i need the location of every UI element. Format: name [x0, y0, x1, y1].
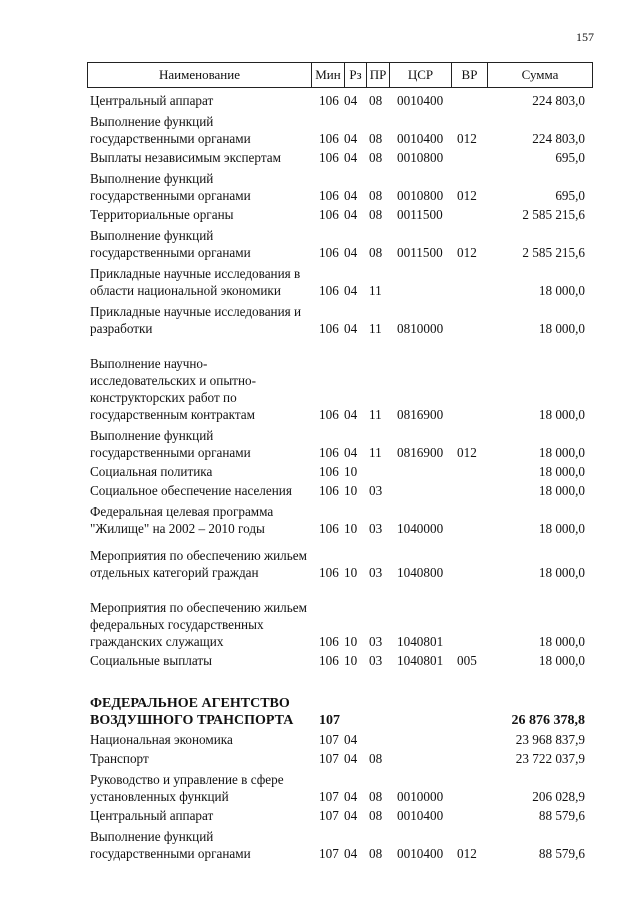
cell-min: 106	[319, 150, 339, 165]
cell-min: 106	[319, 445, 339, 460]
table-row	[0, 482, 640, 499]
cell-min: 106	[319, 521, 339, 536]
table-row	[0, 92, 640, 109]
cell-csr: 0816900	[397, 407, 444, 422]
cell-rz: 04	[344, 245, 358, 260]
cell-csr: 0011500	[397, 207, 443, 222]
cell-vr: 012	[457, 131, 477, 146]
header-sum: Сумма	[488, 63, 593, 88]
cell-vr: 005	[457, 653, 477, 668]
cell-rz: 04	[344, 188, 358, 203]
cell-rz: 04	[344, 789, 358, 804]
cell-vr: 012	[457, 846, 477, 861]
cell-sum: 224 803,0	[532, 131, 585, 146]
cell-name: Территориальные органы	[90, 207, 234, 222]
cell-name: ФЕДЕРАЛЬНОЕ АГЕНТСТВО ВОЗДУШНОГО ТРАНСПОРТА	[90, 696, 294, 728]
cell-name: Выполнение функций государственными органами	[90, 171, 251, 203]
cell-csr: 0010000	[397, 789, 444, 804]
cell-pr: 11	[369, 445, 382, 460]
cell-pr: 08	[369, 131, 383, 146]
cell-name: Федеральная целевая программа "Жилище" на 2002 – 2010 годы	[90, 504, 274, 536]
cell-min: 106	[319, 464, 339, 479]
cell-min: 107	[319, 808, 339, 823]
cell-rz: 04	[344, 207, 358, 222]
cell-rz: 10	[344, 634, 358, 649]
cell-csr: 0010400	[397, 131, 444, 146]
table-row	[0, 149, 640, 166]
cell-csr: 0010800	[397, 150, 444, 165]
cell-name: Выплаты независимым экспертам	[90, 150, 281, 165]
cell-name: Выполнение научно-исследовательских и опытно-конструкторских работ по государственным контрактам	[90, 356, 256, 422]
cell-sum: 18 000,0	[538, 521, 585, 536]
cell-sum: 18 000,0	[538, 483, 585, 498]
cell-min: 106	[319, 483, 339, 498]
header-name: Наименование	[88, 63, 312, 88]
header-vr: ВР	[452, 63, 488, 88]
table-row	[0, 599, 640, 650]
header-csr: ЦСР	[390, 63, 452, 88]
cell-name: Центральный аппарат	[90, 808, 214, 823]
table-row	[0, 652, 640, 669]
cell-name: Прикладные научные исследования и разработки	[90, 304, 302, 336]
cell-pr: 08	[369, 207, 383, 222]
table-row	[0, 750, 640, 767]
cell-pr: 11	[369, 407, 382, 422]
cell-rz: 04	[344, 93, 358, 108]
cell-min: 107	[319, 713, 340, 728]
cell-name: Выполнение функций государственными органами	[90, 114, 251, 146]
cell-sum: 88 579,6	[538, 846, 585, 861]
cell-name: Руководство и управление в сфере установленных функций	[90, 772, 284, 804]
cell-pr: 08	[369, 789, 383, 804]
cell-pr: 08	[369, 751, 383, 766]
cell-csr: 0010400	[397, 93, 444, 108]
cell-name: Выполнение функций государственными органами	[90, 228, 251, 260]
cell-min: 106	[319, 245, 339, 260]
cell-sum: 695,0	[555, 188, 585, 203]
cell-min: 107	[319, 846, 339, 861]
table-row	[0, 227, 640, 261]
cell-vr: 012	[457, 188, 477, 203]
cell-name: Транспорт	[90, 751, 149, 766]
cell-csr: 1040800	[397, 565, 444, 580]
table-row	[0, 463, 640, 480]
cell-rz: 04	[344, 150, 358, 165]
cell-sum: 18 000,0	[538, 321, 585, 336]
cell-rz: 04	[344, 751, 358, 766]
cell-csr: 0010400	[397, 846, 444, 861]
table-row	[0, 170, 640, 204]
cell-pr: 03	[369, 653, 383, 668]
cell-sum: 18 000,0	[538, 634, 585, 649]
table-row	[0, 828, 640, 862]
header-pr: ПР	[367, 63, 390, 88]
cell-name: Центральный аппарат	[90, 93, 214, 108]
cell-name: Социальная политика	[90, 464, 213, 479]
cell-name: Социальные выплаты	[90, 653, 212, 668]
cell-sum: 26 876 378,8	[511, 713, 585, 728]
cell-pr: 08	[369, 245, 383, 260]
cell-sum: 206 028,9	[532, 789, 585, 804]
table-row	[0, 265, 640, 299]
cell-name: Мероприятия по обеспечению жильем федеральных государственных гражданских служащих	[90, 600, 307, 649]
cell-rz: 04	[344, 131, 358, 146]
table-row	[0, 731, 640, 748]
table-row	[0, 206, 640, 223]
cell-min: 106	[319, 93, 339, 108]
cell-pr: 03	[369, 634, 383, 649]
cell-name: Прикладные научные исследования в области национальной экономики	[90, 266, 301, 298]
cell-rz: 04	[344, 283, 358, 298]
table-row	[0, 503, 640, 537]
cell-sum: 2 585 215,6	[522, 207, 585, 222]
cell-rz: 10	[344, 521, 358, 536]
cell-name: Выполнение функций государственными органами	[90, 829, 251, 861]
cell-rz: 04	[344, 445, 358, 460]
cell-min: 106	[319, 653, 339, 668]
cell-vr: 012	[457, 245, 477, 260]
cell-sum: 695,0	[555, 150, 585, 165]
table-header	[87, 62, 593, 88]
cell-csr: 1040801	[397, 653, 444, 668]
table-row	[0, 427, 640, 461]
table-row	[0, 113, 640, 147]
table-row	[0, 771, 640, 805]
cell-sum: 23 968 837,9	[515, 732, 585, 747]
cell-csr: 0010800	[397, 188, 444, 203]
cell-pr: 08	[369, 93, 383, 108]
cell-csr: 0010400	[397, 808, 444, 823]
cell-min: 106	[319, 565, 339, 580]
cell-rz: 10	[344, 653, 358, 668]
cell-min: 106	[319, 207, 339, 222]
cell-min: 106	[319, 321, 339, 336]
cell-sum: 18 000,0	[538, 283, 585, 298]
cell-rz: 10	[344, 483, 358, 498]
table-row	[0, 303, 640, 337]
header-rz: Рз	[345, 63, 367, 88]
page-number: 157	[576, 30, 594, 44]
cell-pr: 08	[369, 188, 383, 203]
cell-pr: 08	[369, 150, 383, 165]
cell-name: Мероприятия по обеспечению жильем отдельных категорий граждан	[90, 548, 307, 580]
header-min: Мин	[312, 63, 345, 88]
cell-pr: 03	[369, 521, 383, 536]
cell-sum: 18 000,0	[538, 565, 585, 580]
cell-min: 106	[319, 634, 339, 649]
table-body	[0, 90, 640, 862]
cell-name: Национальная экономика	[90, 732, 233, 747]
cell-min: 106	[319, 188, 339, 203]
cell-rz: 04	[344, 321, 358, 336]
cell-csr: 1040801	[397, 634, 444, 649]
cell-csr: 1040000	[397, 521, 444, 536]
cell-min: 106	[319, 131, 339, 146]
cell-sum: 18 000,0	[538, 407, 585, 422]
table-row	[0, 355, 640, 423]
cell-rz: 10	[344, 464, 358, 479]
cell-name: Социальное обеспечение населения	[90, 483, 292, 498]
cell-rz: 10	[344, 565, 358, 580]
cell-csr: 0011500	[397, 245, 443, 260]
table-row	[0, 695, 640, 729]
cell-sum: 23 722 037,9	[515, 751, 585, 766]
cell-rz: 04	[344, 808, 358, 823]
cell-pr: 08	[369, 846, 383, 861]
cell-pr: 11	[369, 321, 382, 336]
cell-name: Выполнение функций государственными органами	[90, 428, 251, 460]
cell-rz: 04	[344, 732, 358, 747]
cell-min: 107	[319, 751, 339, 766]
cell-min: 106	[319, 407, 339, 422]
cell-csr: 0810000	[397, 321, 444, 336]
cell-pr: 03	[369, 483, 383, 498]
cell-sum: 224 803,0	[532, 93, 585, 108]
table-row	[0, 547, 640, 581]
cell-rz: 04	[344, 846, 358, 861]
cell-pr: 03	[369, 565, 383, 580]
cell-min: 107	[319, 732, 339, 747]
cell-pr: 08	[369, 808, 383, 823]
cell-sum: 18 000,0	[538, 445, 585, 460]
cell-csr: 0816900	[397, 445, 444, 460]
cell-sum: 18 000,0	[538, 464, 585, 479]
cell-min: 107	[319, 789, 339, 804]
cell-pr: 11	[369, 283, 382, 298]
cell-sum: 18 000,0	[538, 653, 585, 668]
cell-vr: 012	[457, 445, 477, 460]
table-row	[0, 807, 640, 824]
cell-sum: 2 585 215,6	[522, 245, 585, 260]
cell-rz: 04	[344, 407, 358, 422]
cell-sum: 88 579,6	[538, 808, 585, 823]
cell-min: 106	[319, 283, 339, 298]
